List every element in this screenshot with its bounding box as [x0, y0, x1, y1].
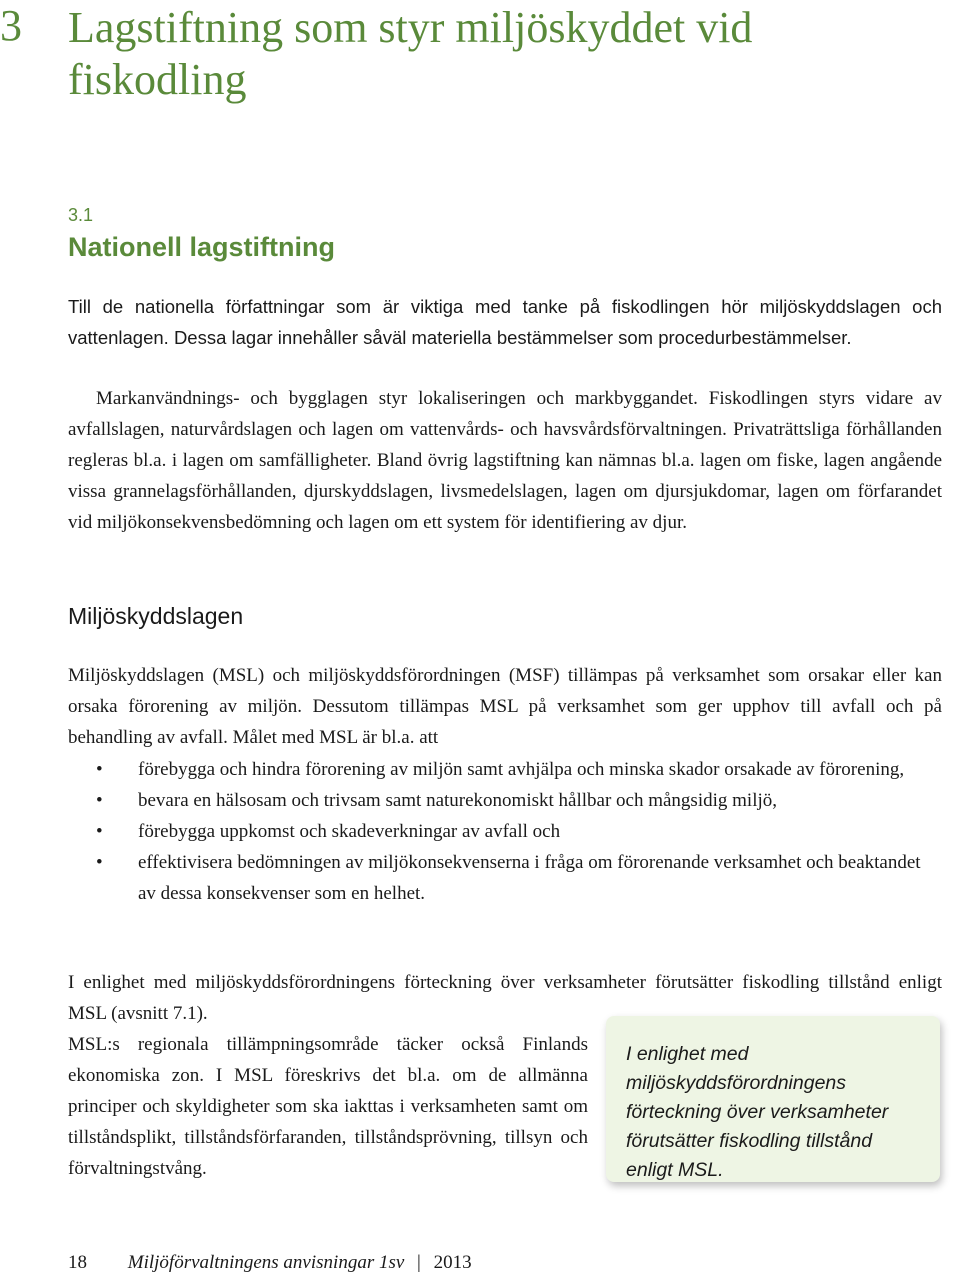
chapter-number: 3 — [0, 1, 22, 50]
list-item-text: förebygga och hindra förorening av miljön samt avhjälpa och minska skador orsakade av förorening, — [138, 759, 905, 780]
list-item — [68, 847, 942, 909]
section-number: 3.1 — [68, 205, 94, 225]
publication-title: Miljöförvaltningens anvisningar 1sv — [127, 1252, 405, 1273]
paragraph-msl-intro: Miljöskyddslagen (MSL) och miljöskyddsförordningen (MSF) tillämpas på verksamhet som orsakar eller kan orsaka förorening av miljön. Dessutom tillämpas MSL på verksamhet som ger upphov till avfall och på behandling av avfall. Målet med MSL är bl.a. att — [68, 665, 942, 748]
bullet-list — [68, 754, 942, 909]
footer-separator: | — [417, 1252, 421, 1273]
subsection-title: Miljöskyddslagen — [68, 603, 244, 629]
list-item-text: effektivisera bedömningen av miljökonsekvenserna i fråga om förorenande verksamhet och beaktandet av dessa konsekvenser som en helhet. — [138, 852, 921, 904]
list-item — [68, 785, 942, 816]
paragraph-msl-permit-rest: MSL:s regionala tillämpningsområde täcker också Finlands ekonomiska zon. I MSL föreskrivs det bl.a. om de allmänna principer och skyldigheter som ska iakttas i verksamheten samt om tillståndsplikt, tillståndsförfaranden, tillståndsprövning, tillsyn och förvaltningstvång. — [68, 1034, 588, 1179]
list-item — [68, 816, 942, 847]
bullet-icon: • — [96, 759, 103, 780]
paragraph-other-laws: Markanvändnings- och bygglagen styr lokaliseringen och markbyggandet. Fiskodlingen styrs vidare av avfallslagen, naturvårdslagen och lagen om vattenvårds- och havsvårdsförvaltningen. Privaträttsliga förhållanden regleras bl.a. i lagen om samfälligheter. Bland övrig lagstiftning kan nämnas bl.a. lagen om fiske, lagen angående vissa grannelagsförhållanden, djurskyddslagen, livsmedelslagen, lagen om djursjukdomar, lagen om förfarandet vid miljökonsekvensbedömning och lagen om ett system för identifiering av djur. — [68, 388, 942, 533]
paragraph-msl-permit-intro: I enlighet med miljöskyddsförordningens förteckning över verksamheter förutsätter fiskodling tillstånd enligt MSL (avsnitt 7.1). — [68, 972, 942, 1024]
page-footer — [68, 1252, 472, 1274]
bullet-icon: • — [96, 852, 103, 873]
publication-year: 2013 — [433, 1252, 472, 1273]
chapter-title: Lagstiftning som styr miljöskyddet vid fiskodling — [68, 3, 753, 104]
callout-box — [606, 1016, 940, 1182]
bullet-icon: • — [96, 790, 103, 811]
paragraph-intro: Till de nationella författningar som är viktiga med tanke på fiskodlingen hör miljöskyddslagen och vattenlagen. Dessa lagar innehåller såväl materiella bestämmelser som procedurbestämmelser. — [68, 296, 942, 348]
bullet-icon: • — [96, 821, 103, 842]
callout-text: I enlighet med miljöskyddsförordningens förteckning över verksamheter förutsätter fiskodling tillstånd enligt MSL. — [626, 1043, 889, 1181]
list-item — [68, 754, 942, 785]
page-number: 18 — [68, 1252, 87, 1273]
list-item-text: förebygga uppkomst och skadeverkningar av avfall och — [138, 821, 561, 842]
list-item-text: bevara en hälsosam och trivsam samt naturekonomiskt hållbar och mångsidig miljö, — [138, 790, 777, 811]
section-title: Nationell lagstiftning — [68, 232, 335, 262]
